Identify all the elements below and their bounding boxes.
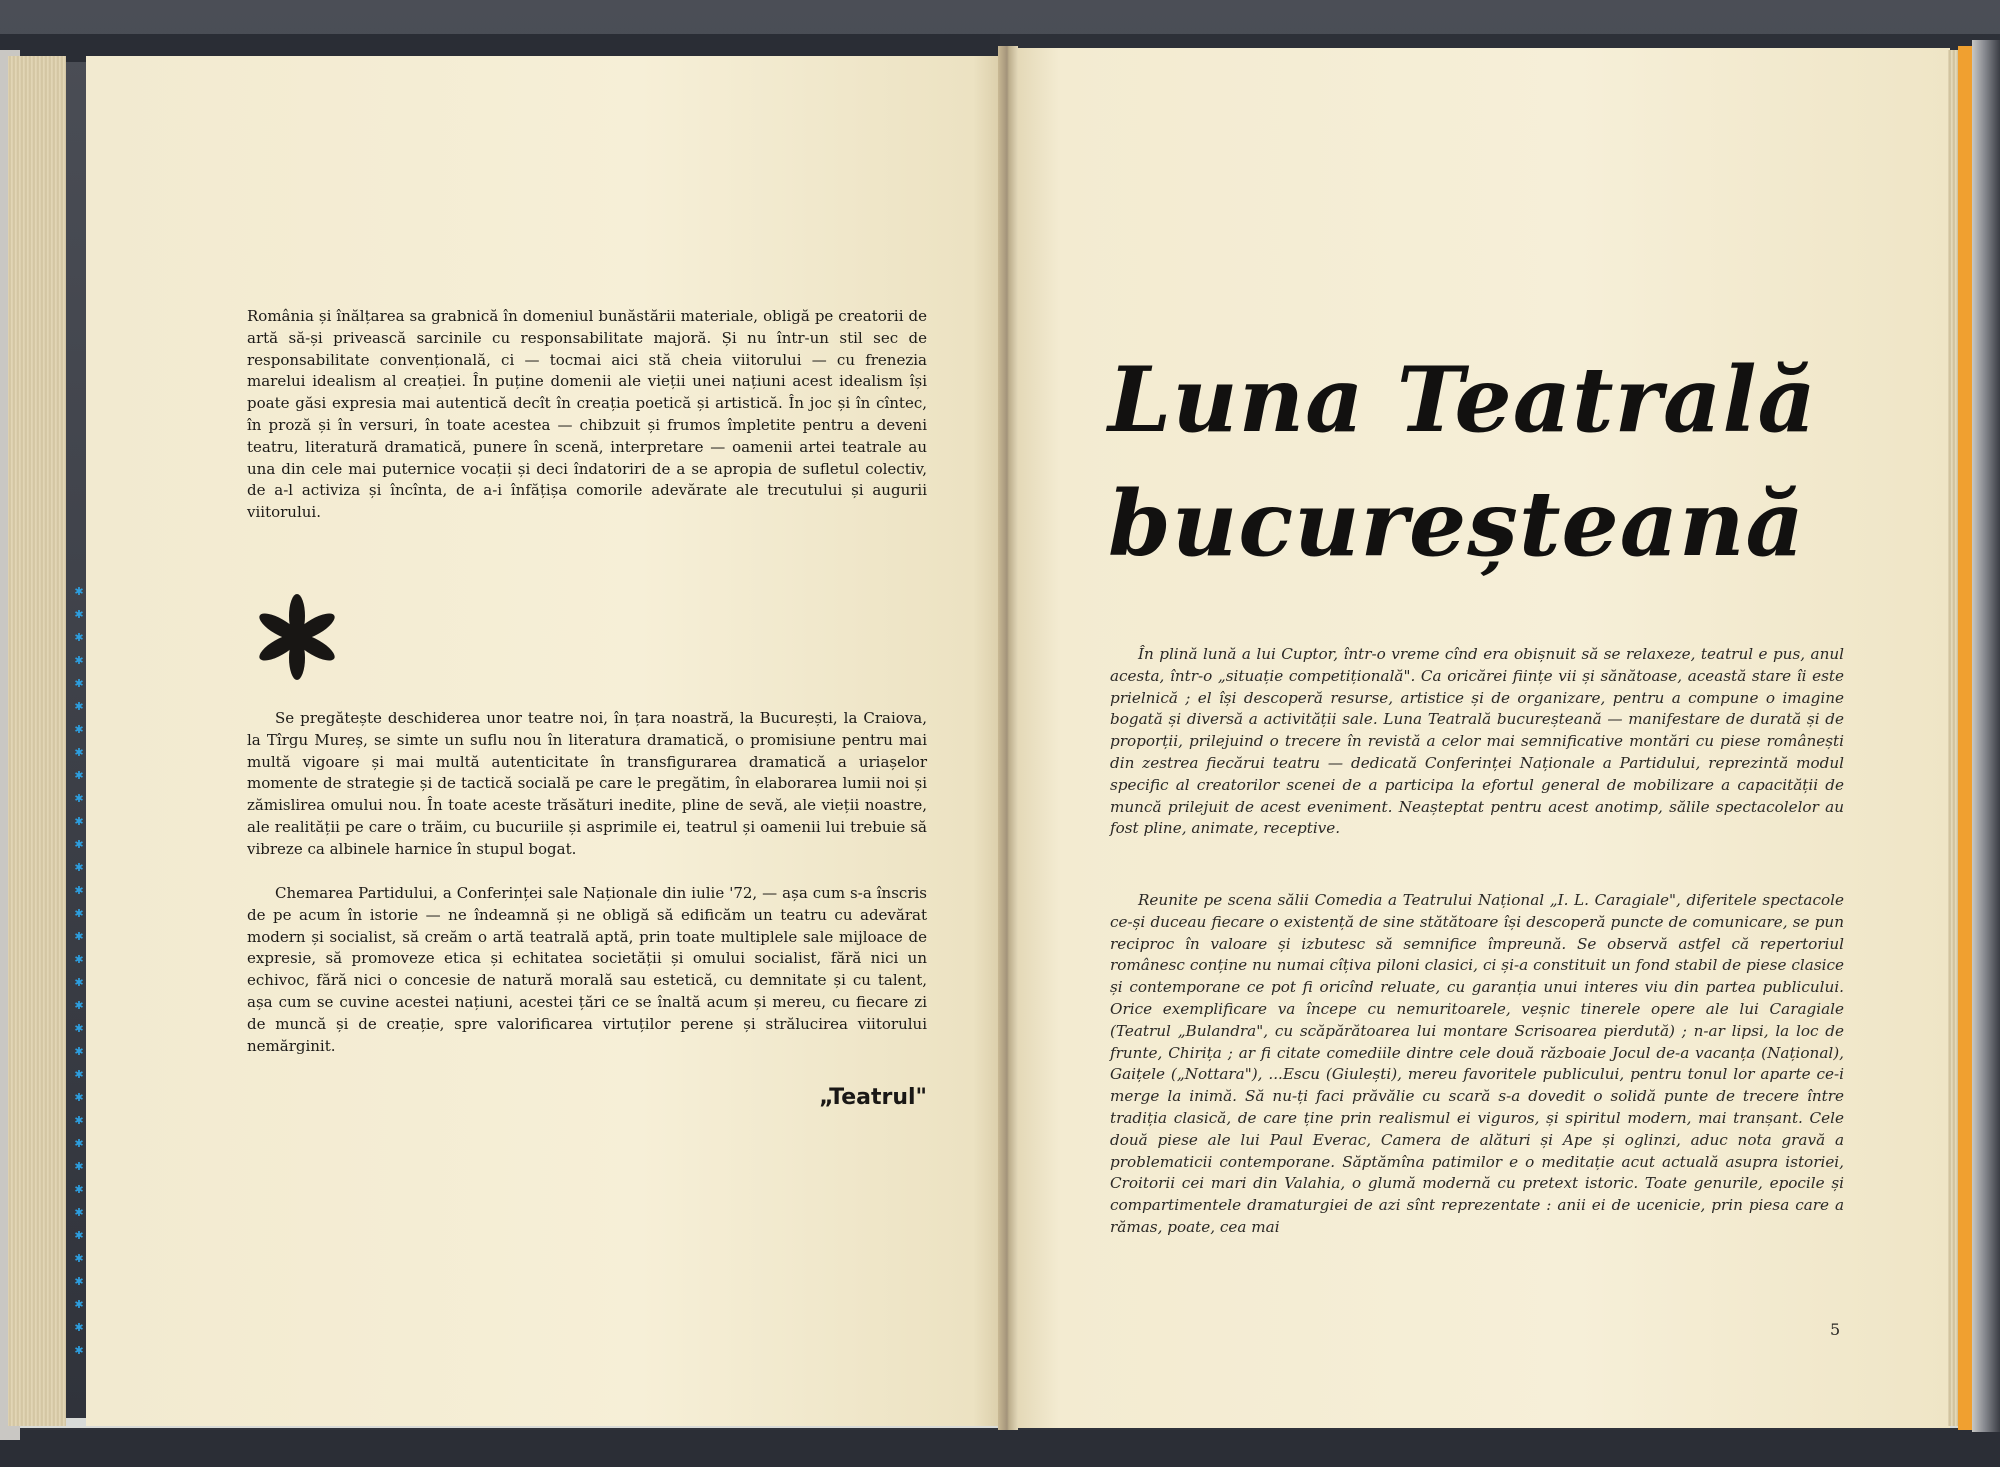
book-cover-bottom [0, 1430, 2000, 1467]
left-paragraph-2 [247, 708, 927, 861]
right-paragraph-1 [1110, 644, 1844, 840]
book-gutter [998, 46, 1018, 1430]
signature: „Teatrul" [819, 1085, 927, 1110]
left-page-stack [8, 56, 66, 1426]
asterisk-separator-icon [252, 592, 342, 682]
article-title [1108, 338, 1868, 586]
edge-index-marks: ✱ ✱ ✱ ✱ ✱ ✱ ✱ ✱ ✱ ✱ ✱ ✱ ✱ ✱ ✱ ✱ ✱ ✱ ✱ ✱ ✱ ✱ ✱ ✱ ✱ ✱ ✱ ✱ ✱ ✱ ✱ ✱ ✱ ✱ [74, 585, 84, 1357]
title-line-1: Luna Teatrală [1108, 347, 1817, 453]
left-paragraph-1: România și înălțarea sa grabnică în domeniul bunăstării materiale, obligă pe creatorii de artă să-și privească sarcinile cu responsabilitate majoră. Și nu într-un stil sec de responsabilitate convențională, ci — tocmai aici stă cheia viitorului — cu frenezia marelui idealism al creației. În puține domenii ale vieții unei națiuni acest idealism își poate găsi expresia mai autentică decît în creația poetică și artistică. În joc și în cîntec, în proză și în versuri, în toate acestea — chibzuit și frumos împletite pentru a deveni teatru, literatură dramatică, punere în scenă, interpretare — oamenii artei teatrale au una din cele mai puternice vocații și deci îndatoriri de a se apropia de sufletul colectiv, de a-l activiza și încînta, de a-i înfățișa comorile adevărate ale trecutului și augurii viitorului. [247, 307, 927, 522]
right-cover-edge [1972, 40, 2000, 1432]
right-paragraph-2-text: Reunite pe scena sălii Comedia a Teatrului Național „I. L. Caragiale", diferitele spectacole ce-și duceau fiecare o existență de sine stătătoare își descoperă puncte de comunicare, se pun reciproc în valoare și izbutesc să semnifice împreună. Se observă astfel că repertoriul românesc conține nu numai cîțiva piloni clasici, ci și-a constituit un fond stabil de piese clasice și contemporane ce pot fi oricînd reluate, cu garanția unui interes viu din partea publicului. Orice exemplificare va începe cu nemuritoarele, veșnic tinerele opere ale lui Caragiale (Teatrul „Bulandra", cu scăpărătoarea lui montare Scrisoarea pierdută) ; n-ar lipsi, la loc de frunte, Chirița ; ar fi citate comediile dintre cele două războaie Jocul de-a vacanța (Național), Gaițele („Nottara"), ...Escu (Giulești), mereu favoritele publicului, pentru tonul lor aparte ce-i merge la inimă. Să nu-ți faci prăvălie cu scară s-a dovedit o solidă punte de trecere între tradiția clasică, de care ține prin realismul ei viguros, și spiritul modern, mai tranșant. Cele două piese ale lui Paul Everac, Camera de alături și Ape și oglinzi, aduc nota gravă a problematicii contemporane. Săptămîna patimilor e o meditație acut actuală asupra istoriei, Croitorii cei mari din Valahia, o glumă modernă cu pretext istoric. Toate genurile, epocile și compartimentele dramaturgiei de azi sînt reprezentate : anii ei de ucenicie, prin piesa care a rămas, poate, cea mai [1110, 891, 1844, 1236]
left-paragraph-3-text: Chemarea Partidului, a Conferinței sale Naționale din iulie '72, — așa cum s-a înscris de pe acum în istorie — ne îndeamnă și ne obligă să edificăm un teatru cu adevărat modern și socialist, să creăm o artă teatrală aptă, prin toate multiplele sale mijloace de expresie, să promoveze etica și echitatea societății și omului socialist, fără nici un echivoc, fără nici o concesie de natură morală sau estetică, cu demnitate și cu talent, așa cum se cuvine acestei națiuni, acestei țări ce se înaltă acum și mereu, cu fiecare zi de muncă și de creație, spre valorificarea virtuților perene și strălucirea viitorului nemărginit. [247, 884, 927, 1055]
right-paragraph-2 [1110, 890, 1844, 1239]
title-line-2: bucureșteană [1108, 471, 1805, 577]
left-paragraph-3 [247, 883, 927, 1057]
right-paragraph-1-text: În plină lună a lui Cuptor, într-o vreme cînd era obișnuit să se relaxeze, teatrul e pus, anul acesta, într-o „situație competițională". Ca oricărei ființe vii și sănătoase, această stare îi este prielnică ; el își descoperă resurse, artistice și de organizare, pentru a compune o imagine bogată și diversă a activității sale. Luna Teatrală bucureșteană — manifestare de durată și de proporții, prilejuind o trecere în revistă a celor mai semnificative montări cu piese românești din zestrea fiecărui teatru — dedicată Conferinței Naționale a Partidului, reprezintă modul specific al creatorilor scenei de a participa la efortul general de mobilizare a capacității de muncă prilejuit de acest eveniment. Neașteptat pentru acest anotimp, sălile spectacolelor au fost pline, animate, receptive. [1110, 645, 1844, 838]
left-paragraph-2-text: Se pregătește deschiderea unor teatre noi, în țara noastră, la București, la Craiova, la Tîrgu Mureș, se simte un suflu nou în literatura dramatică, o promisiune pentru mai multă vigoare și mai multă autenticitate în transfigurarea dramatică a uriașelor momente de strategie și de tactică socială pe care le pregătim, în elaborarea lumii noi și zămislirea omului nou. În toate aceste trăsături inedite, pline de sevă, ale vieții noastre, ale realității pe care o trăim, cu bucuriile și asprimile ei, teatrul și oamenii lui trebuie să vibreze ca albinele harnice în stupul bogat. [247, 709, 927, 858]
orange-bookmark-tab [1958, 46, 1972, 1430]
page-number: 5 [1830, 1320, 1841, 1339]
